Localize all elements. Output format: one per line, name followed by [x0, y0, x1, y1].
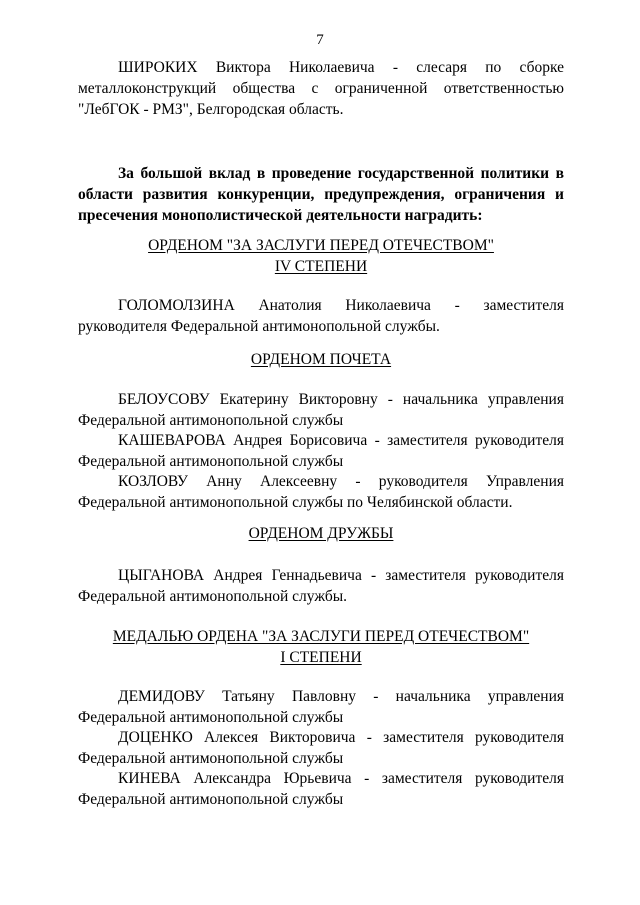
award-title-order-of-friendship — [78, 523, 564, 544]
award-title-line1: ОРДЕНОМ "ЗА ЗАСЛУГИ ПЕРЕД ОТЕЧЕСТВОМ" — [148, 237, 494, 254]
award-title-line1: ОРДЕНОМ ПОЧЕТА — [250, 351, 392, 368]
award-title-line2: I СТЕПЕНИ — [280, 649, 362, 666]
decree-statement: За большой вклад в проведение государственной политики в области развития конкуренции, предупреждения, ограничения и пресечения монополистической деятельности наградить: — [78, 165, 564, 224]
award-recipient: ДОЦЕНКО Алексея Викторовича - заместителя руководителя Федеральной антимонопольной службы — [78, 729, 564, 767]
award-recipient: КОЗЛОВУ Анну Алексеевну - руководителя Управления Федеральной антимонопольной службы по Челябинской области. — [78, 473, 564, 511]
award-title-order-merit-fatherland-iv — [78, 235, 564, 277]
award-title-line2: IV СТЕПЕНИ — [274, 258, 368, 275]
award-recipient: КАШЕВАРОВА Андрея Борисовича - заместителя руководителя Федеральной антимонопольной службы — [78, 432, 564, 470]
recipient-paragraph: ШИРОКИХ Виктора Николаевича - слесаря по сборке металлоконструкций общества с ограниченной ответственностью "ЛебГОК - РМЗ", Белгородская область. — [78, 59, 564, 118]
award-recipient: БЕЛОУСОВУ Екатерину Викторовну - начальника управления Федеральной антимонопольной службы — [78, 391, 564, 429]
award-title-line1: МЕДАЛЬЮ ОРДЕНА "ЗА ЗАСЛУГИ ПЕРЕД ОТЕЧЕСТВОМ" — [112, 628, 530, 645]
award-recipient: ГОЛОМОЛЗИНА Анатолия Николаевича - заместителя руководителя Федеральной антимонопольной службы. — [78, 297, 564, 335]
award-recipient: ДЕМИДОВУ Татьяну Павловну - начальника управления Федеральной антимонопольной службы — [78, 688, 564, 726]
award-title-line1: ОРДЕНОМ ДРУЖБЫ — [248, 525, 394, 542]
award-title-medal-order-merit-fatherland-i — [78, 626, 564, 668]
page-number: 7 — [316, 32, 324, 48]
award-recipient: КИНЕВА Александра Юрьевича - заместителя руководителя Федеральной антимонопольной службы — [78, 770, 564, 808]
award-title-order-of-honour — [78, 349, 564, 370]
award-recipient: ЦЫГАНОВА Андрея Геннадьевича - заместителя руководителя Федеральной антимонопольной службы. — [78, 567, 564, 605]
